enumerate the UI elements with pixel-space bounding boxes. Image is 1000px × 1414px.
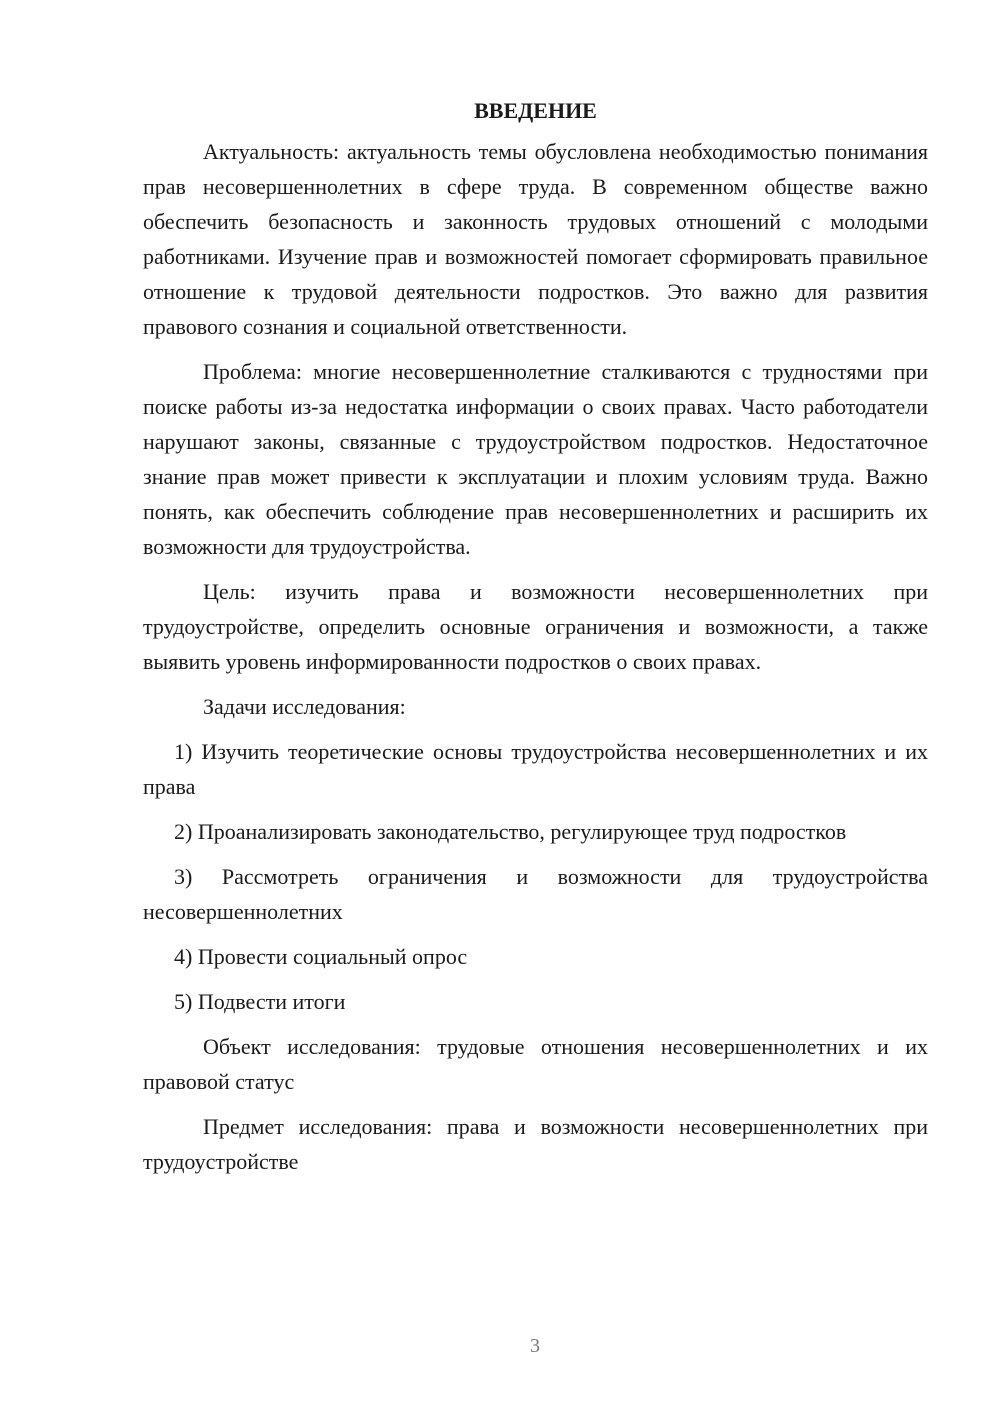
paragraph-problem: Проблема: многие несовершеннолетние сталкиваются с трудностями при поиске работы из-за недостатка информации о своих правах. Часто работодатели нарушают законы, связанные с трудоустройством подростков. Недостаточное знание прав может привести к эксплуатации и плохим условиям труда. Важно понять, как обеспечить соблюдение прав несовершеннолетних и расширить их возможности для трудоустройства. <box>143 359 928 559</box>
paragraph-subject: Предмет исследования: права и возможности несовершеннолетних при трудоустройстве <box>143 1114 928 1174</box>
task-item: 1) Изучить теоретические основы трудоустройства несовершеннолетних и их права <box>143 739 928 799</box>
page-number: 3 <box>530 1335 540 1357</box>
task-item: 3) Рассмотреть ограничения и возможности для трудоустройства несовершеннолетних <box>143 864 928 924</box>
paragraph-relevance: Актуальность: актуальность темы обусловлена необходимостью понимания прав несовершеннолетних в сфере труда. В современном обществе важно обеспечить безопасность и законность трудовых отношений с молодыми работниками. Изучение прав и возможностей помогает сформировать правильное отношение к трудовой деятельности подростков. Это важно для развития правового сознания и социальной ответственности. <box>143 139 928 339</box>
tasks-heading: Задачи исследования: <box>203 694 406 719</box>
task-item: 5) Подвести итоги <box>174 989 346 1014</box>
page-content <box>143 93 928 1189</box>
task-item: 2) Проанализировать законодательство, регулирующее труд подростков <box>174 819 847 844</box>
page-title: ВВЕДЕНИЕ <box>474 98 597 123</box>
task-item: 4) Провести социальный опрос <box>174 944 468 969</box>
paragraph-object: Объект исследования: трудовые отношения несовершеннолетних и их правовой статус <box>143 1034 928 1094</box>
paragraph-goal: Цель: изучить права и возможности несовершеннолетних при трудоустройстве, определить основные ограничения и возможности, а также выявить уровень информированности подростков о своих правах. <box>143 579 928 674</box>
